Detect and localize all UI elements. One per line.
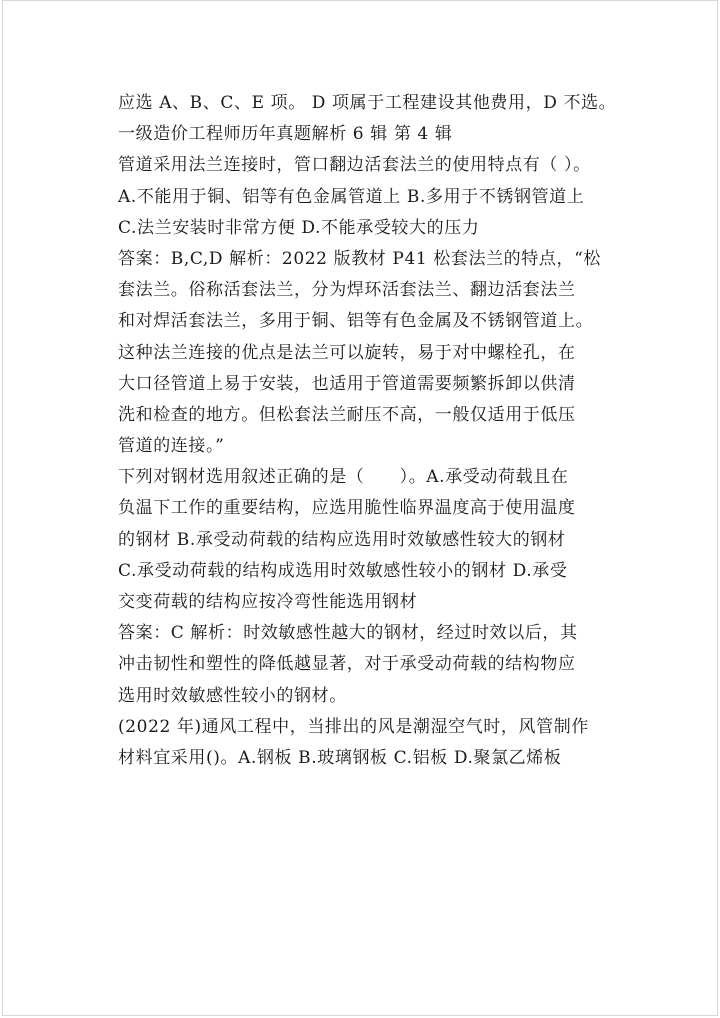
question-text: 管道采用法兰连接时，管口翻边活套法兰的使用特点有（ ）。 [118,155,591,176]
question-text: (2022 年)通风工程中，当排出的风是潮湿空气时，风管制作 [118,716,589,737]
question-text: 材料宜采用()。A.钢板 B.玻璃钢板 C.铝板 D.聚氯乙烯板 [118,747,562,768]
answer-text: 这种法兰连接的优点是法兰可以旋转，易于对中螺栓孔，在 [118,342,576,363]
question-text: 的钢材 B.承受动荷载的结构应选用时效敏感性较大的钢材 [118,529,566,550]
answer-text: 套法兰。俗称活套法兰，分为焊环活套法兰、翻边活套法兰 [118,280,576,301]
question-options: C.法兰安装时非常方便 D.不能承受较大的压力 [118,217,480,238]
question-options: A.不能用于铜、铝等有色金属管道上 B.多用于不锈钢管道上 [118,186,585,207]
answer-text: 大口径管道上易于安装，也适用于管道需要频繁拆卸以供清 [118,373,576,394]
question-text: 交变荷载的结构应按冷弯性能选用钢材 [118,592,418,612]
question-text: 下列对钢材选用叙述正确的是（ ）。A.承受动荷载且在 [118,467,569,488]
question-text: C.承受动荷载的结构成选用时效敏感性较小的钢材 D.承受 [118,560,568,581]
answer-text: 答案：C 解析：时效敏感性越大的钢材，经过时效以后，其 [118,623,578,644]
question-text: 负温下工作的重要结构，应选用脆性临界温度高于使用温度 [118,498,576,519]
answer-text: 和对焊活套法兰，多用于铜、铝等有色金属及不锈钢管道上。 [118,311,594,332]
answer-text: 冲击韧性和塑性的降低越显著，对于承受动荷载的结构物应 [118,654,576,675]
document-body [118,88,624,774]
answer-text: 选用时效敏感性较小的钢材。 [118,685,347,706]
answer-text: 管道的连接。” [118,436,225,457]
answer-text: 答案：B,C,D 解析：2022 版教材 P41 松套法兰的特点，“松 [118,248,601,269]
answer-text: 洗和检查的地方。但松套法兰耐压不高，一般仅适用于低压 [118,404,576,425]
section-heading: 一级造价工程师历年真题解析 6 辑 第 4 辑 [118,124,453,145]
text-line: 应选 A、B、C、E 项。 D 项属于工程建设其他费用，D 不选。 [118,93,617,113]
